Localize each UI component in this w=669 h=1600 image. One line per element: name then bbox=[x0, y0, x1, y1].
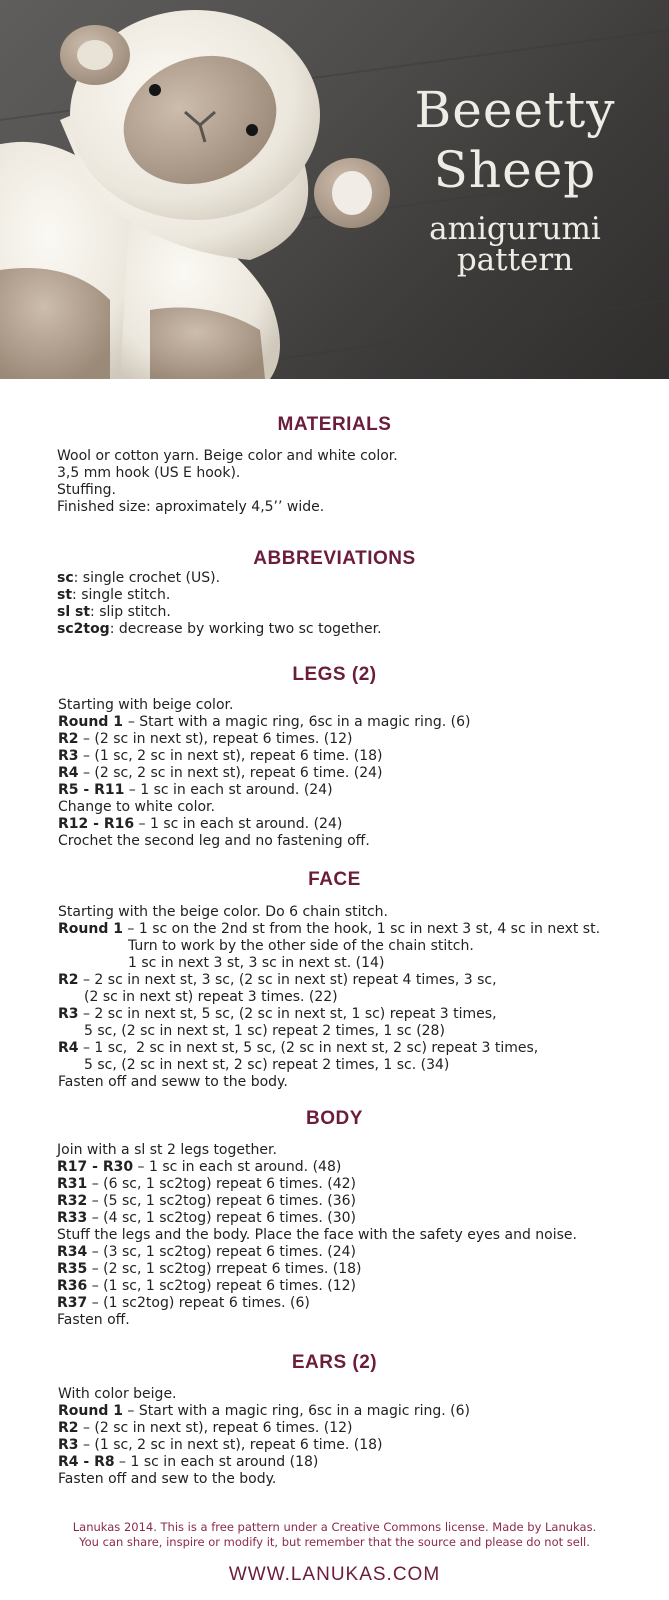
materials-line: 3,5 mm hook (US E hook). bbox=[57, 465, 241, 481]
title-line-2: Sheep bbox=[433, 141, 597, 199]
abbreviation-term: sc2tog bbox=[57, 621, 110, 637]
abbreviation-definition: : decrease by working two sc together. bbox=[109, 621, 382, 637]
license-line: Lanukas 2014. This is a free pattern under a Creative Commons license. Made by Lanukas. bbox=[72, 1520, 597, 1534]
abbreviation-item bbox=[57, 604, 382, 621]
ears-section bbox=[0, 1352, 669, 1374]
instruction-line: R2 – (2 sc in next st), repeat 6 times. (12) bbox=[58, 1420, 353, 1436]
instruction-line: 1 sc in next 3 st, 3 sc in next st. (14) bbox=[128, 955, 385, 971]
face-section bbox=[0, 869, 669, 891]
face-heading: FACE bbox=[308, 869, 361, 890]
instruction-line: R37 – (1 sc2tog) repeat 6 times. (6) bbox=[57, 1295, 310, 1311]
instruction-line: Round 1 – Start with a magic ring, 6sc in a magic ring. (6) bbox=[58, 714, 471, 730]
abbreviation-term: st bbox=[57, 587, 73, 603]
website-link[interactable]: WWW.LANUKAS.COM bbox=[228, 1564, 441, 1585]
instruction-line: Stuff the legs and the body. Place the face with the safety eyes and noise. bbox=[57, 1227, 577, 1243]
abbreviations-list bbox=[57, 570, 382, 638]
hero-photo bbox=[0, 0, 669, 379]
instruction-line: R2 – (2 sc in next st), repeat 6 times. (12) bbox=[58, 731, 353, 747]
materials-line: Stuffing. bbox=[57, 482, 116, 498]
instruction-line: Turn to work by the other side of the chain stitch. bbox=[128, 938, 474, 954]
materials-section bbox=[0, 414, 669, 436]
abbreviation-definition: : single stitch. bbox=[72, 587, 171, 603]
instruction-line: Crochet the second leg and no fastening off. bbox=[58, 833, 370, 849]
hero-title bbox=[380, 80, 650, 276]
face-instructions bbox=[58, 904, 600, 1091]
instruction-line: R33 – (4 sc, 1 sc2tog) repeat 6 times. (30) bbox=[57, 1210, 356, 1226]
instruction-line: Change to white color. bbox=[58, 799, 215, 815]
license-note bbox=[0, 1520, 669, 1550]
instruction-line: With color beige. bbox=[58, 1386, 177, 1402]
instruction-line: R31 – (6 sc, 1 sc2tog) repeat 6 times. (42) bbox=[57, 1176, 356, 1192]
subtitle-line-2: pattern bbox=[456, 242, 574, 278]
instruction-line: 5 sc, (2 sc in next st, 2 sc) repeat 2 times, 1 sc. (34) bbox=[84, 1057, 450, 1073]
materials-heading: MATERIALS bbox=[277, 414, 392, 435]
abbreviation-term: sc bbox=[57, 570, 74, 586]
title-line-1: Beeetty bbox=[414, 81, 616, 139]
instruction-line: R3 – (1 sc, 2 sc in next st), repeat 6 time. (18) bbox=[58, 748, 383, 764]
abbreviation-definition: : slip stitch. bbox=[90, 604, 171, 620]
instruction-line: R35 – (2 sc, 1 sc2tog) rrepeat 6 times. (18) bbox=[57, 1261, 362, 1277]
materials-line: Wool or cotton yarn. Beige color and white color. bbox=[57, 448, 398, 464]
instruction-line: R34 – (3 sc, 1 sc2tog) repeat 6 times. (24) bbox=[57, 1244, 356, 1260]
legs-heading: LEGS (2) bbox=[292, 664, 377, 685]
abbreviation-item bbox=[57, 587, 382, 604]
abbreviation-term: sl st bbox=[57, 604, 91, 620]
instruction-line: (2 sc in next st) repeat 3 times. (22) bbox=[84, 989, 338, 1005]
instruction-line: R32 – (5 sc, 1 sc2tog) repeat 6 times. (36) bbox=[57, 1193, 356, 1209]
abbreviations-heading: ABBREVIATIONS bbox=[253, 548, 416, 569]
instruction-line: Fasten off and sew to the body. bbox=[58, 1471, 277, 1487]
instruction-line: Round 1 – 1 sc on the 2nd st from the hook, 1 sc in next 3 st, 4 sc in next st. bbox=[58, 921, 601, 937]
instruction-line: 5 sc, (2 sc in next st, 1 sc) repeat 2 times, 1 sc (28) bbox=[84, 1023, 445, 1039]
ears-heading: EARS (2) bbox=[291, 1352, 378, 1373]
body-heading: BODY bbox=[306, 1108, 363, 1129]
license-line: You can share, inspire or modify it, but remember that the source and please do not sell. bbox=[79, 1535, 590, 1549]
instruction-line: R3 – 2 sc in next st, 5 sc, (2 sc in next st, 1 sc) repeat 3 times, bbox=[58, 1006, 497, 1022]
instruction-line: Join with a sl st 2 legs together. bbox=[57, 1142, 277, 1158]
legs-section bbox=[0, 664, 669, 686]
instruction-line: R4 – 1 sc, 2 sc in next st, 5 sc, (2 sc in next st, 2 sc) repeat 3 times, bbox=[58, 1040, 539, 1056]
instruction-line: R2 – 2 sc in next st, 3 sc, (2 sc in next st) repeat 4 times, 3 sc, bbox=[58, 972, 497, 988]
body-instructions bbox=[57, 1142, 577, 1329]
instruction-line: Fasten off. bbox=[57, 1312, 130, 1328]
abbreviation-item bbox=[57, 570, 382, 587]
instruction-line: R3 – (1 sc, 2 sc in next st), repeat 6 time. (18) bbox=[58, 1437, 383, 1453]
instruction-line: Round 1 – Start with a magic ring, 6sc in a magic ring. (6) bbox=[58, 1403, 471, 1419]
subtitle-line-1: amigurumi bbox=[429, 211, 601, 247]
instruction-line: R4 – (2 sc, 2 sc in next st), repeat 6 time. (24) bbox=[58, 765, 383, 781]
body-section bbox=[0, 1108, 669, 1130]
instruction-line: R12 - R16 – 1 sc in each st around. (24) bbox=[58, 816, 343, 832]
instruction-line: R4 - R8 – 1 sc in each st around (18) bbox=[58, 1454, 319, 1470]
instruction-line: R17 - R30 – 1 sc in each st around. (48) bbox=[57, 1159, 342, 1175]
instruction-line: Starting with beige color. bbox=[58, 697, 234, 713]
instruction-line: R5 - R11 – 1 sc in each st around. (24) bbox=[58, 782, 333, 798]
materials-list bbox=[57, 448, 398, 516]
instruction-line: R36 – (1 sc, 1 sc2tog) repeat 6 times. (12) bbox=[57, 1278, 356, 1294]
ears-instructions bbox=[58, 1386, 470, 1488]
instruction-line: Fasten off and seww to the body. bbox=[58, 1074, 288, 1090]
abbreviation-definition: : single crochet (US). bbox=[73, 570, 221, 586]
instruction-line: Starting with the beige color. Do 6 chain stitch. bbox=[58, 904, 389, 920]
abbreviations-section bbox=[0, 548, 669, 570]
legs-instructions bbox=[58, 697, 470, 850]
abbreviation-item bbox=[57, 621, 382, 638]
materials-line: Finished size: aproximately 4,5’’ wide. bbox=[57, 499, 325, 515]
